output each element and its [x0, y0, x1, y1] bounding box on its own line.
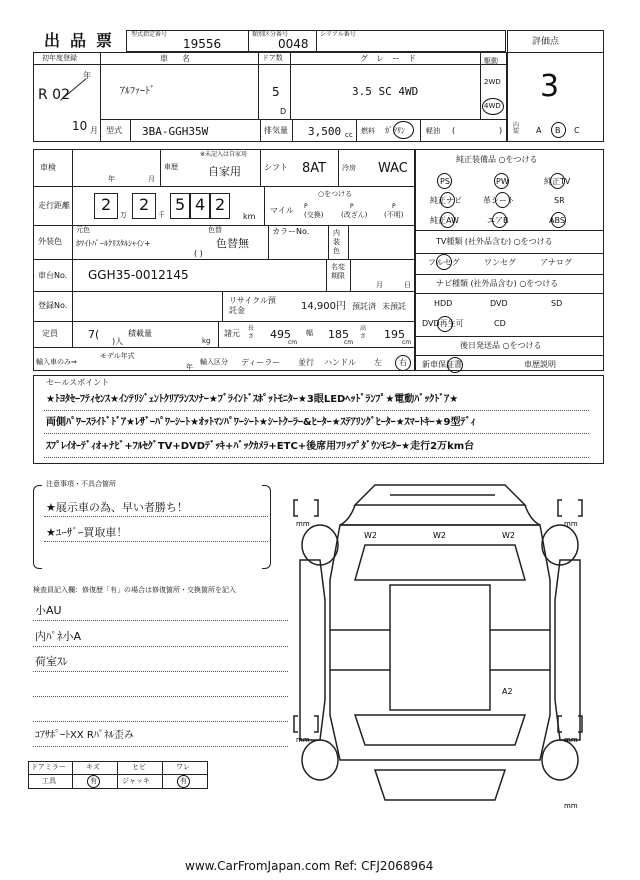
- car-right-side: [555, 560, 580, 740]
- car-body-outline: [330, 525, 550, 760]
- wheel-rear-right: [542, 740, 578, 780]
- nav-dvd-play: DVD再生可: [422, 319, 464, 328]
- tire-mm-fl: mm: [296, 520, 310, 528]
- mileage-digit-3: 5: [175, 195, 186, 214]
- wheel-front-left: [302, 525, 338, 565]
- height-unit: cm: [402, 339, 412, 346]
- sales-line-1: ★ﾄﾖﾀｾｰﾌﾃｨｾﾝｽ★ｲﾝﾃﾘｼﾞｪﾝﾄｸﾘｱﾗﾝｽｿﾅｰ★ﾌﾞﾗｲﾝﾄﾞｽﾎﾟｯﾄﾓﾆﾀｰ★3眼LEDﾍｯﾄﾞﾗﾝﾌﾟ★電動ﾊﾞｯｸﾄﾞｱ★: [46, 394, 459, 405]
- interior-a: A: [536, 126, 542, 135]
- inspector-line-6: ｺｱｻﾎﾟｰﾄXX Rﾊﾟﾈﾙ歪み: [35, 730, 134, 741]
- width-value: 185: [328, 328, 349, 341]
- equip-tv: 純正TV: [544, 177, 571, 186]
- meter-p3: P: [392, 203, 396, 210]
- width-unit: cm: [344, 339, 354, 346]
- size-label: 諸元: [224, 329, 240, 338]
- model-year-label: モデル年式: [100, 352, 135, 360]
- import-parallel: 並行: [298, 358, 314, 367]
- color-orig-value: ﾎﾜｲﾄﾊﾟｰﾙｸﾘｽﾀﾙｼｬｲﾝ+: [76, 239, 151, 248]
- displacement-label: 排気量: [264, 126, 288, 135]
- car-rear-bumper: [375, 770, 505, 800]
- handle-right: 右: [399, 358, 407, 367]
- inspection-label: 車検: [40, 163, 56, 172]
- legend-tools-value: 有: [90, 777, 97, 785]
- recycle-paid: 預託済: [352, 302, 376, 311]
- drive-4wd-circle: [482, 98, 504, 115]
- score-value: 3: [540, 69, 560, 104]
- car-roof: [390, 585, 490, 710]
- footer-watermark: www.CarFromJapan.com Ref: CFJ2068964: [185, 859, 434, 873]
- handle-right-circle: [395, 355, 411, 371]
- mileage-digit-1: 2: [101, 195, 112, 214]
- height-value: 195: [384, 328, 405, 341]
- equip-airbag: エアB: [487, 216, 509, 225]
- model-designation-label: 型式指定番号: [131, 31, 168, 38]
- meter-p1: P: [304, 203, 308, 210]
- length-unit: cm: [288, 339, 298, 346]
- first-reg-era: R 02: [38, 87, 70, 103]
- handle-label: ハンドル: [324, 358, 356, 367]
- mileage-digit-2: 2: [139, 195, 150, 214]
- mark-w2-center: W2: [433, 531, 446, 540]
- model-year-unit: 年: [186, 363, 193, 371]
- length-label: 長さ: [248, 325, 255, 340]
- equip-abs-circle: [551, 212, 566, 228]
- equip-sr: SR: [554, 196, 565, 205]
- equipment-header: 純正装備品 ○をつける: [456, 155, 538, 164]
- grade-value: 3.5 SC 4WD: [352, 85, 419, 98]
- fuel-gasoline-circle: [393, 121, 414, 139]
- tv-header: TV種類 (社外品含む) ○をつける: [436, 237, 553, 246]
- doors-label: ドア数: [262, 54, 283, 62]
- door-suffix: D: [280, 107, 287, 116]
- interior-c: C: [574, 126, 580, 135]
- legend-jack-value: 有: [180, 777, 187, 785]
- model-label: 型式: [106, 126, 122, 135]
- inspector-line-2: 内ﾊﾟﾈ小A: [35, 630, 82, 643]
- nav-header: ナビ種類 (社外品含む) ○をつける: [436, 279, 559, 288]
- notes-label: 注意事項・不具合箇所: [46, 480, 116, 488]
- frame-value: GGH35-0012145: [88, 268, 189, 282]
- tire-mm-fr: mm: [564, 520, 578, 528]
- equip-nav-circle: [440, 192, 455, 208]
- use-value: 自家用: [208, 165, 241, 178]
- interior-label: 内装: [513, 122, 520, 135]
- first-reg-label: 初年度登録: [42, 54, 77, 62]
- meter-mod: (改ざん): [341, 211, 368, 219]
- recycle-label: リサイクル預託金: [229, 296, 276, 315]
- month-suffix: 月: [90, 126, 98, 135]
- car-rear-window: [355, 715, 525, 745]
- sales-line-3: ｽﾌﾟﾚｲｵｰﾃﾞｨｵ+ﾅﾋﾞ+ﾌﾙｾｸﾞTV+DVDﾃﾞｯｷ+ﾊﾞｯｸｶﾒﾗ+ETC+後席用ﾌﾘｯﾌﾟﾀﾞｳﾝﾓﾆﾀｰ★走行2万km台: [46, 441, 475, 452]
- reg-no-label: 登録No.: [38, 301, 68, 310]
- doors-value: 5: [272, 85, 280, 99]
- shift-value: 8AT: [302, 161, 327, 176]
- legend-jack: ジャッキ: [122, 777, 150, 785]
- legend-jack-circle: [177, 775, 190, 788]
- equip-pw-circle: [494, 173, 509, 189]
- legend-scratch: キズ: [86, 763, 100, 771]
- meter-unknown: (不明): [384, 211, 404, 219]
- equip-leather-circle: [495, 192, 510, 208]
- frame-label: 車台No.: [38, 271, 68, 280]
- sales-points-label: セールスポイント: [46, 378, 110, 387]
- car-windshield: [355, 545, 525, 580]
- equip-aw-circle: [440, 212, 455, 228]
- car-damage-diagram: [280, 470, 610, 820]
- car-left-side: [300, 560, 325, 740]
- import-dealer: ディーラー: [241, 358, 281, 367]
- tire-mm-spare: mm: [564, 802, 578, 810]
- category-value: 0048: [278, 37, 309, 51]
- fuel-other-close: ): [499, 126, 503, 135]
- displacement-value: 3,500: [308, 125, 342, 138]
- mileage-digit-4: 4: [195, 195, 206, 214]
- capacity-unit: )人: [112, 337, 124, 346]
- legend-tools: 工具: [42, 777, 56, 785]
- nav-dvd-play-circle: [437, 316, 453, 332]
- recycle-unpaid: 未預託: [382, 302, 406, 311]
- displacement-unit: cc: [345, 131, 353, 139]
- meter-swap: (交換): [304, 211, 324, 219]
- inspection-year: 年: [108, 175, 115, 183]
- nav-sd: SD: [551, 299, 563, 308]
- note-line-1: ★展示車の為、早い者勝ち！: [46, 501, 188, 514]
- inspector-label: 検査員記入欄：修復歴「有」の場合は修復箇所・交換箇所を記入: [33, 586, 236, 594]
- nav-hdd: HDD: [434, 299, 453, 308]
- importer-label: 輸入車のみ⇒: [36, 358, 77, 366]
- inspector-line-1: 小AU: [35, 604, 62, 617]
- color-current-value: 色替無: [216, 237, 249, 250]
- interior-b-circle: [551, 122, 566, 138]
- mark-w2-left: W2: [364, 531, 377, 540]
- car-name-value: ｱﾙﾌｧｰﾄﾞ: [120, 86, 155, 97]
- handle-left: 左: [374, 358, 382, 367]
- legend-mirror: ドアミラー: [31, 763, 66, 771]
- mileage-man: 万: [120, 211, 127, 219]
- tv-fullseg: フルセグ: [428, 258, 460, 267]
- name-change-month: 月: [376, 281, 383, 289]
- drive-2wd: 2WD: [484, 78, 501, 86]
- docs-warranty-circle: [447, 357, 463, 373]
- import-type-label: 輸入区分: [200, 358, 228, 366]
- mark-w2-right: W2: [502, 531, 515, 540]
- first-reg-month: 10: [72, 119, 88, 133]
- drive-label: 駆動: [484, 57, 498, 65]
- wheel-rear-left: [302, 740, 338, 780]
- tv-analog: アナログ: [540, 258, 572, 267]
- legend-tools-circle: [87, 775, 100, 788]
- mileage-label: 走行距離: [38, 201, 70, 210]
- car-hood: [340, 505, 540, 525]
- model-designation-value: 19556: [183, 37, 222, 51]
- capacity-label: 定員: [42, 329, 58, 338]
- inspector-line-3: 荷室ｽﾚ: [35, 655, 68, 668]
- ac-value: WAC: [378, 161, 408, 176]
- color-label: 外装色: [38, 237, 62, 246]
- tire-mm-rr: mm: [564, 736, 578, 744]
- score-label: 評価点: [532, 37, 560, 47]
- model-value: 3BA-GGH35W: [142, 125, 209, 138]
- equip-tv-circle: [550, 173, 565, 189]
- fuel-gasoline: ｶﾞｿﾘﾝ: [385, 126, 405, 135]
- meter-label: マイル: [270, 206, 294, 215]
- mileage-digit-5: 2: [215, 195, 226, 214]
- length-value: 495: [270, 328, 291, 341]
- mark-a2: A2: [502, 687, 513, 696]
- sales-line-2: 両側ﾊﾟﾜｰｽﾗｲﾄﾞﾄﾞｱ★ﾚｻﾞｰﾊﾟﾜｰｼｰﾄ★ｵｯﾄﾏﾝﾊﾟﾜｰｼｰﾄ★ｼｰﾄｸｰﾗｰ&ﾋｰﾀｰ★ｽﾃｱﾘﾝｸﾞﾋｰﾀｰ★ｽﾏｰﾄｷｰ★9型ﾃﾞｨ: [46, 417, 476, 428]
- fuel-diesel: 軽油: [426, 127, 440, 135]
- height-label: 高さ: [360, 325, 367, 340]
- year-suffix: 年: [83, 71, 91, 80]
- docs-history: 車歴説明: [524, 360, 556, 369]
- note-line-2: ★ﾕｰｻﾞｰ買取車！: [46, 526, 128, 539]
- capacity-value: 7(: [88, 328, 100, 341]
- equip-ps: PS: [440, 177, 450, 186]
- ac-label: 冷房: [342, 164, 356, 172]
- width-label: 幅: [306, 329, 313, 337]
- equip-aw: 純正AW: [430, 216, 459, 225]
- nav-dvd: DVD: [490, 299, 508, 308]
- legend-break: ワレ: [176, 763, 190, 771]
- car-name-label: 車名: [160, 54, 204, 63]
- color-orig-label: 元色: [76, 226, 90, 234]
- inspection-month: 月: [148, 175, 155, 183]
- use-note: ※未記入は自家用: [200, 151, 248, 158]
- nav-cd: CD: [494, 319, 506, 328]
- fuel-other: (: [452, 126, 456, 135]
- meter-circle-note: ○をつける: [318, 190, 353, 198]
- interior-color-label: 内装色: [333, 229, 340, 255]
- equip-ps-circle: [437, 173, 452, 189]
- equip-abs: ABS: [549, 216, 565, 225]
- load-label: 積載量: [128, 329, 152, 338]
- equip-pw: PW: [496, 177, 509, 186]
- color-current-label: 色替: [208, 226, 222, 234]
- wheel-front-right: [542, 525, 578, 565]
- color-paren: ( ): [194, 249, 203, 258]
- mileage-unit: km: [243, 212, 256, 221]
- serial-label: シリアル番号: [320, 31, 356, 38]
- tire-mm-rl: mm: [296, 736, 310, 744]
- load-unit: kg: [202, 337, 211, 345]
- equip-nav: 純正ナビ: [430, 196, 462, 205]
- color-no-label: カラーNo.: [272, 227, 310, 236]
- mileage-sen: 千: [158, 211, 165, 219]
- equip-airbag-circle: [492, 212, 507, 228]
- tv-oneseg: ワンセグ: [484, 258, 516, 267]
- docs-header: 後日発送品 ○をつける: [460, 341, 542, 350]
- recycle-value: 14,900円: [301, 301, 346, 312]
- meter-p2: P: [350, 203, 354, 210]
- interior-b: B: [555, 126, 561, 135]
- use-label: 車歴: [164, 163, 178, 171]
- tv-fullseg-circle: [436, 254, 452, 270]
- legend-crack: ヒビ: [132, 763, 146, 771]
- grade-label: グレード: [360, 54, 424, 63]
- fuel-label: 燃料: [361, 127, 375, 135]
- name-change-day: 日: [404, 281, 411, 289]
- page-title: 出品票: [44, 31, 123, 50]
- docs-warranty: 新車保証書: [422, 360, 462, 369]
- drive-4wd: 4WD: [484, 102, 501, 110]
- category-label: 類別区分番号: [252, 31, 289, 38]
- shift-label: シフト: [264, 163, 288, 172]
- equip-leather: 革シート: [483, 196, 515, 205]
- name-change-label: 名変期限: [331, 263, 345, 280]
